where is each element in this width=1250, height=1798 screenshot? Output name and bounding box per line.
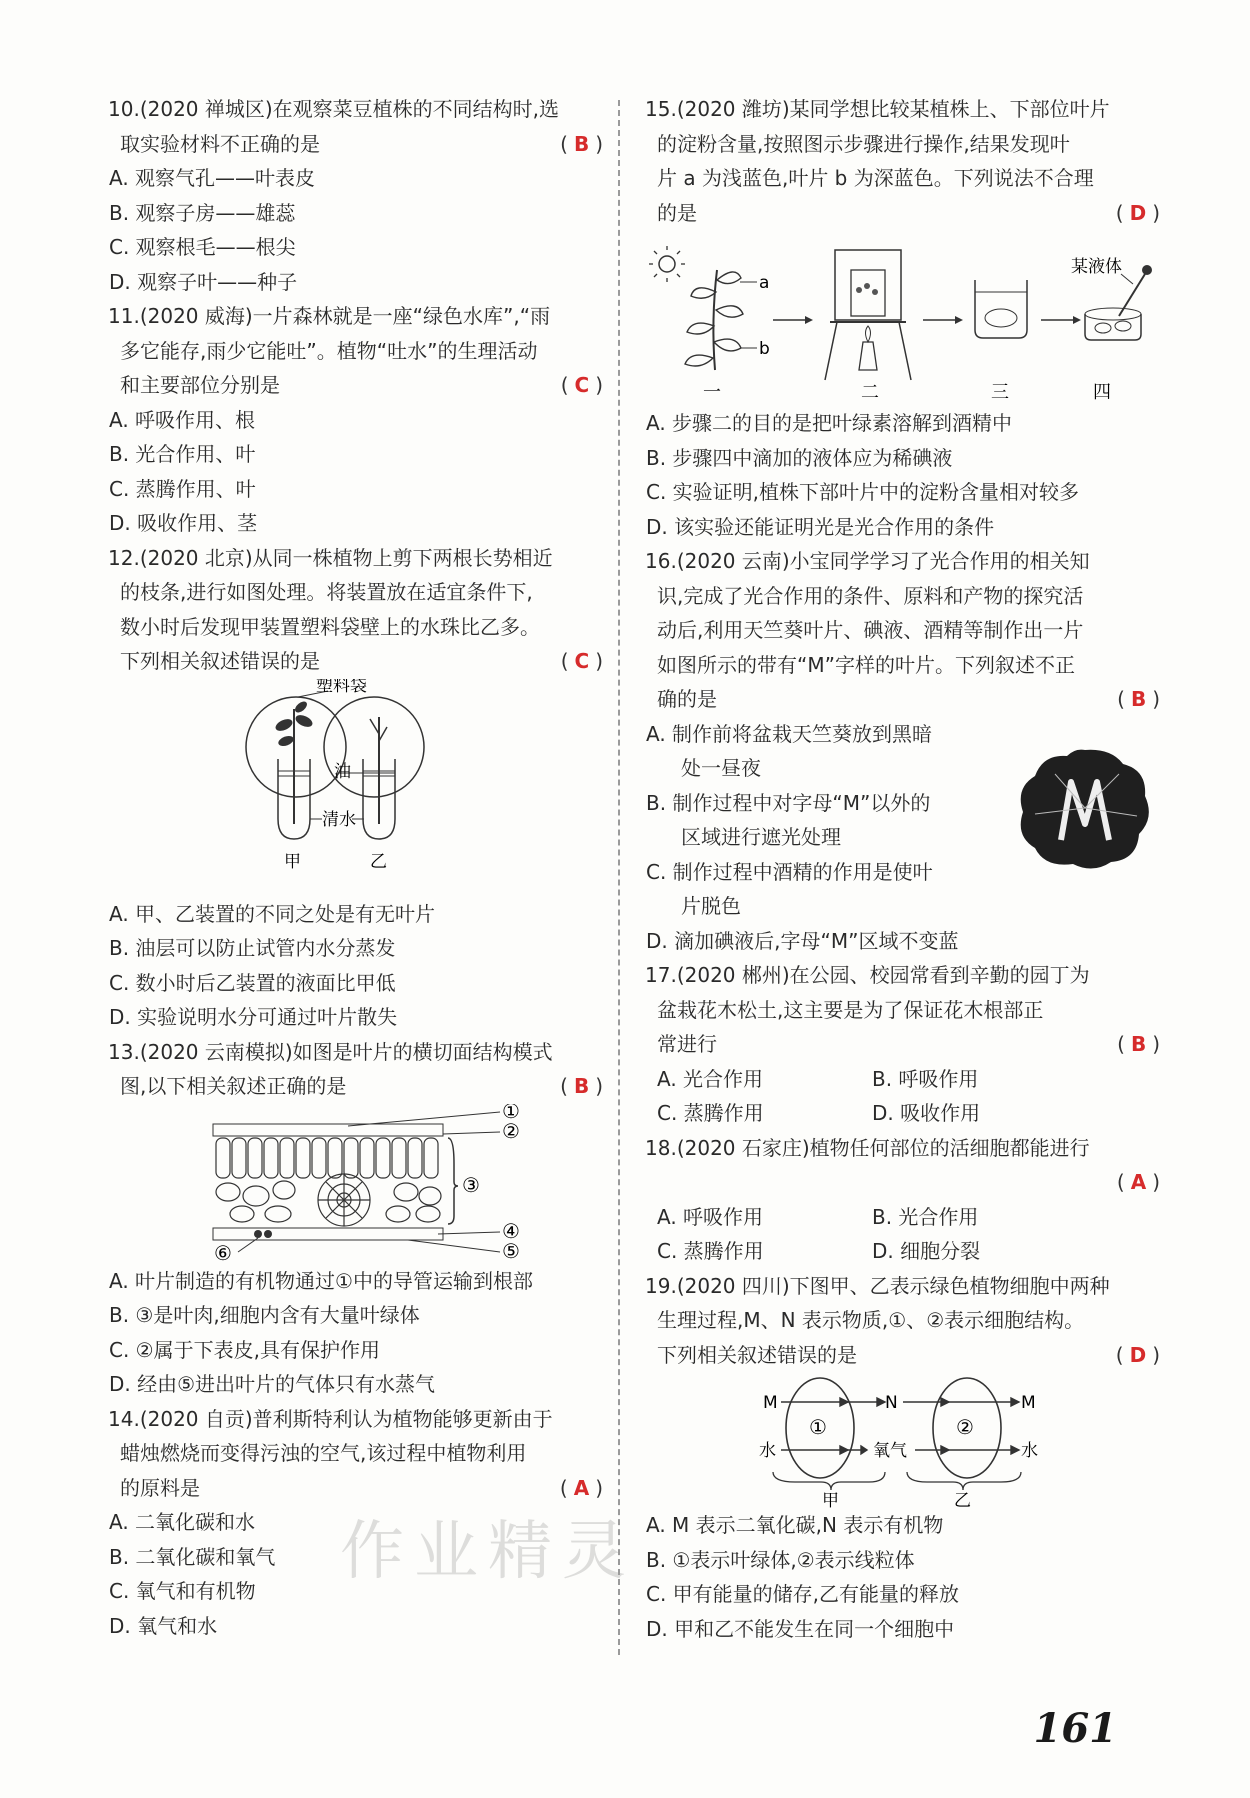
answer-letter: A: [573, 1475, 590, 1500]
q11-stem: 多它能存,雨少它能吐”。植物“吐水”的生理活动: [120, 338, 538, 363]
leaf-cross-section-figure: [108, 1104, 603, 1264]
answer-box: ( D ): [1115, 1342, 1160, 1367]
answer-letter: B: [573, 131, 590, 156]
step-2-label: 二: [861, 382, 879, 403]
left-column: [108, 92, 603, 1643]
q19-number: 19.: [645, 1273, 677, 1298]
q10-number: 10.: [108, 97, 140, 121]
leaf-b-label: b: [759, 339, 770, 359]
question-10: [108, 92, 603, 299]
option: A. 叶片制造的有机物通过①中的导管运输到根部: [109, 1268, 533, 1293]
option: D. 吸收作用、茎: [109, 511, 258, 535]
question-16: [645, 544, 1160, 958]
q18-number: 18.: [645, 1135, 677, 1160]
question-12: [108, 541, 603, 1035]
oil-label: 油: [334, 761, 351, 782]
step-4-label: 四: [1093, 382, 1111, 403]
q16-stem: 如图所示的带有“M”字样的叶片。下列叙述不正: [657, 652, 1075, 677]
label-6: ⑥: [214, 1240, 232, 1264]
starch-experiment-figure: [645, 230, 1160, 406]
option: B. ①表示叶绿体,②表示线粒体: [646, 1547, 915, 1572]
yi-label: 乙: [954, 1491, 971, 1508]
option: A. 观察气孔——叶表皮: [109, 166, 316, 190]
q15-stem: 的是: [657, 200, 697, 225]
column-divider: [618, 100, 620, 1655]
right-column: [645, 92, 1160, 1646]
q16-stem: 识,完成了光合作用的条件、原料和产物的探究活: [657, 583, 1084, 608]
q15-stem: 片 a 为浅蓝色,叶片 b 为深蓝色。下列说法不合理: [657, 166, 1094, 190]
option-row: [645, 1062, 1160, 1097]
option: D. 吸收作用: [872, 1101, 981, 1125]
q16-stem: (2020 云南)小宝同学学习了光合作用的相关知: [676, 549, 1090, 573]
option: A. 光合作用: [657, 1066, 764, 1091]
answer-box: ( A ): [559, 1475, 603, 1500]
q11-number: 11.: [108, 304, 140, 328]
option-row: [645, 1234, 1160, 1269]
water-out-label: 水: [1021, 1441, 1038, 1461]
option: C. 制作过程中酒精的作用是使叶: [646, 859, 933, 884]
m-out-label: M: [1021, 1393, 1036, 1413]
label-3: ③: [462, 1172, 480, 1197]
q12-stem: 的枝条,进行如图处理。将装置放在适宜条件下,: [120, 580, 533, 604]
bag-label: 塑料袋: [316, 678, 367, 696]
water-label: 清水: [322, 809, 356, 830]
q14-number: 14.: [108, 1406, 140, 1431]
answer-box: ( C ): [560, 649, 603, 673]
q13-stem: 图,以下相关叙述正确的是: [120, 1074, 347, 1098]
option: B. ③是叶肉,细胞内含有大量叶绿体: [109, 1303, 420, 1327]
option: C. 实验证明,植株下部叶片中的淀粉含量相对较多: [646, 480, 1080, 504]
option: A. 呼吸作用: [657, 1204, 764, 1229]
q19-stem: 生理过程,M、N 表示物质,①、②表示细胞结构。: [657, 1308, 1085, 1332]
q17-number: 17.: [645, 963, 677, 987]
q14-stem: 蜡烛燃烧而变得污浊的空气,该过程中植物利用: [120, 1441, 527, 1465]
q16-stem: 动后,利用天竺葵叶片、碘液、酒精等制作出一片: [657, 618, 1084, 642]
option-row: [645, 1200, 1160, 1235]
q15-stem: (2020 潍坊)某同学想比较某植株上、下部位叶片: [676, 97, 1110, 121]
q13-stem: (2020 云南模拟)如图是叶片的横切面结构模式: [139, 1039, 553, 1064]
q17-stem: 盆栽花木松土,这主要是为了保证花木根部正: [657, 997, 1044, 1022]
option: D. 细胞分裂: [872, 1239, 981, 1263]
cell-process-figure: [645, 1372, 1160, 1508]
answer-letter: D: [1129, 1342, 1147, 1367]
question-19: [645, 1269, 1160, 1647]
q11-stem: (2020 威海)一片森林就是一座“绿色水库”,“雨: [139, 304, 551, 328]
question-13: [108, 1035, 603, 1402]
question-11: [108, 299, 603, 541]
answer-box: ( B ): [1117, 1032, 1160, 1056]
q12-stem: (2020 北京)从同一株植物上剪下两根长势相近: [139, 545, 553, 570]
q14-stem: (2020 自贡)普利斯特利认为植物能够更新由于: [139, 1406, 553, 1431]
oxygen-label: 氧气: [873, 1441, 907, 1461]
q12-stem: 数小时后发现甲装置塑料袋壁上的水珠比乙多。: [120, 614, 540, 639]
option: B. 光合作用: [872, 1204, 979, 1229]
option: C. 甲有能量的储存,乙有能量的释放: [646, 1582, 960, 1606]
q17-stem: 常进行: [657, 1032, 717, 1056]
answer-letter: C: [574, 649, 590, 673]
option: 处一昼夜: [681, 756, 761, 780]
answer-box: ( B ): [560, 131, 603, 156]
answer-box: ( B ): [560, 1074, 603, 1098]
liquid-label: 某液体: [1071, 257, 1122, 277]
option: A. 制作前将盆栽天竺葵放到黑暗: [646, 721, 933, 746]
q19-stem: (2020 四川)下图甲、乙表示绿色植物细胞中两种: [676, 1273, 1110, 1298]
option: C. 蒸腾作用: [657, 1101, 764, 1125]
option: A. M 表示二氧化碳,N 表示有机物: [646, 1513, 944, 1537]
answer-letter: B: [1130, 687, 1147, 711]
option: 区域进行遮光处理: [681, 825, 841, 849]
answer-box: ( A ): [1116, 1170, 1160, 1194]
answer-box: ( D ): [1115, 200, 1160, 225]
m-in-label: M: [763, 1393, 778, 1413]
step-1-label: 一: [703, 382, 721, 403]
option: D. 甲和乙不能发生在同一个细胞中: [646, 1616, 955, 1641]
option: A. 步骤二的目的是把叶绿素溶解到酒精中: [646, 411, 1013, 435]
question-17: [645, 958, 1160, 1131]
question-14: [108, 1402, 603, 1644]
answer-letter: D: [1129, 200, 1147, 225]
plastic-bag-figure: [108, 679, 603, 897]
option: B. 观察子房——雄蕊: [109, 200, 296, 225]
label-5: ⑤: [502, 1238, 520, 1263]
option: D. 滴加碘液后,字母“M”区域不变蓝: [646, 928, 959, 953]
q15-number: 15.: [645, 97, 677, 121]
option: A. 甲、乙装置的不同之处是有无叶片: [109, 901, 436, 926]
option: B. 制作过程中对字母“M”以外的: [646, 790, 931, 815]
option: 片脱色: [681, 894, 741, 918]
question-18: [645, 1131, 1160, 1269]
n-label: N: [885, 1393, 898, 1413]
answer-letter: B: [1130, 1032, 1147, 1056]
option: B. 二氧化碳和氧气: [109, 1544, 276, 1569]
answer-box: ( C ): [560, 373, 603, 397]
cell-1-label: ①: [809, 1415, 827, 1439]
option: D. 该实验还能证明光是光合作用的条件: [646, 514, 995, 539]
option: C. 蒸腾作用: [657, 1239, 764, 1263]
q15-stem: 的淀粉含量,按照图示步骤进行操作,结果发现叶: [657, 131, 1070, 156]
q14-stem: 的原料是: [120, 1475, 200, 1500]
q10-stem: 取实验材料不正确的是: [120, 131, 320, 156]
question-15: [645, 92, 1160, 544]
option: B. 呼吸作用: [872, 1066, 979, 1091]
option: B. 光合作用、叶: [109, 442, 256, 466]
option: D. 实验说明水分可通过叶片散失: [109, 1005, 398, 1029]
option: A. 呼吸作用、根: [109, 407, 256, 432]
option: B. 步骤四中滴加的液体应为稀碘液: [646, 445, 953, 470]
option-row: [645, 1096, 1160, 1131]
q17-stem: (2020 郴州)在公园、校园常看到辛勤的园丁为: [676, 963, 1090, 987]
option: C. 数小时后乙装置的液面比甲低: [109, 970, 396, 995]
option: C. ②属于下表皮,具有保护作用: [109, 1337, 380, 1362]
m-leaf-figure: [1015, 744, 1155, 874]
q18-stem: (2020 石家庄)植物任何部位的活细胞都能进行: [676, 1135, 1090, 1160]
q13-number: 13.: [108, 1039, 140, 1064]
watermark: 作业精灵: [340, 1515, 636, 1589]
yi-label: 乙: [370, 851, 387, 872]
answer-box: ( B ): [1117, 687, 1160, 711]
option: D. 观察子叶——种子: [109, 269, 298, 294]
option: C. 观察根毛——根尖: [109, 235, 296, 259]
water-in-label: 水: [759, 1441, 776, 1461]
jia-label: 甲: [822, 1491, 839, 1508]
answer-letter: B: [573, 1074, 590, 1098]
q16-stem: 确的是: [657, 687, 717, 711]
option: A. 二氧化碳和水: [109, 1510, 256, 1534]
label-1: ①: [502, 1103, 520, 1123]
cell-2-label: ②: [956, 1415, 974, 1439]
q12-stem: 下列相关叙述错误的是: [120, 649, 320, 673]
option: D. 氧气和水: [109, 1613, 218, 1638]
page-number: 161: [1033, 1705, 1117, 1752]
option: D. 经由⑤进出叶片的气体只有水蒸气: [109, 1372, 436, 1396]
q12-number: 12.: [108, 545, 140, 570]
label-4: ④: [502, 1218, 520, 1243]
q16-number: 16.: [645, 549, 677, 573]
answer-letter: C: [574, 373, 590, 397]
option: C. 氧气和有机物: [109, 1579, 256, 1603]
q10-stem: (2020 禅城区)在观察菜豆植株的不同结构时,选: [139, 97, 560, 121]
option: C. 蒸腾作用、叶: [109, 476, 256, 501]
q11-stem: 和主要部位分别是: [120, 373, 280, 397]
q19-stem: 下列相关叙述错误的是: [657, 1342, 857, 1367]
jia-label: 甲: [284, 851, 301, 872]
step-3-label: 三: [991, 382, 1009, 403]
label-2: ②: [502, 1118, 520, 1143]
leaf-a-label: a: [759, 273, 770, 293]
answer-letter: A: [1130, 1170, 1147, 1194]
option: B. 油层可以防止试管内水分蒸发: [109, 936, 396, 960]
